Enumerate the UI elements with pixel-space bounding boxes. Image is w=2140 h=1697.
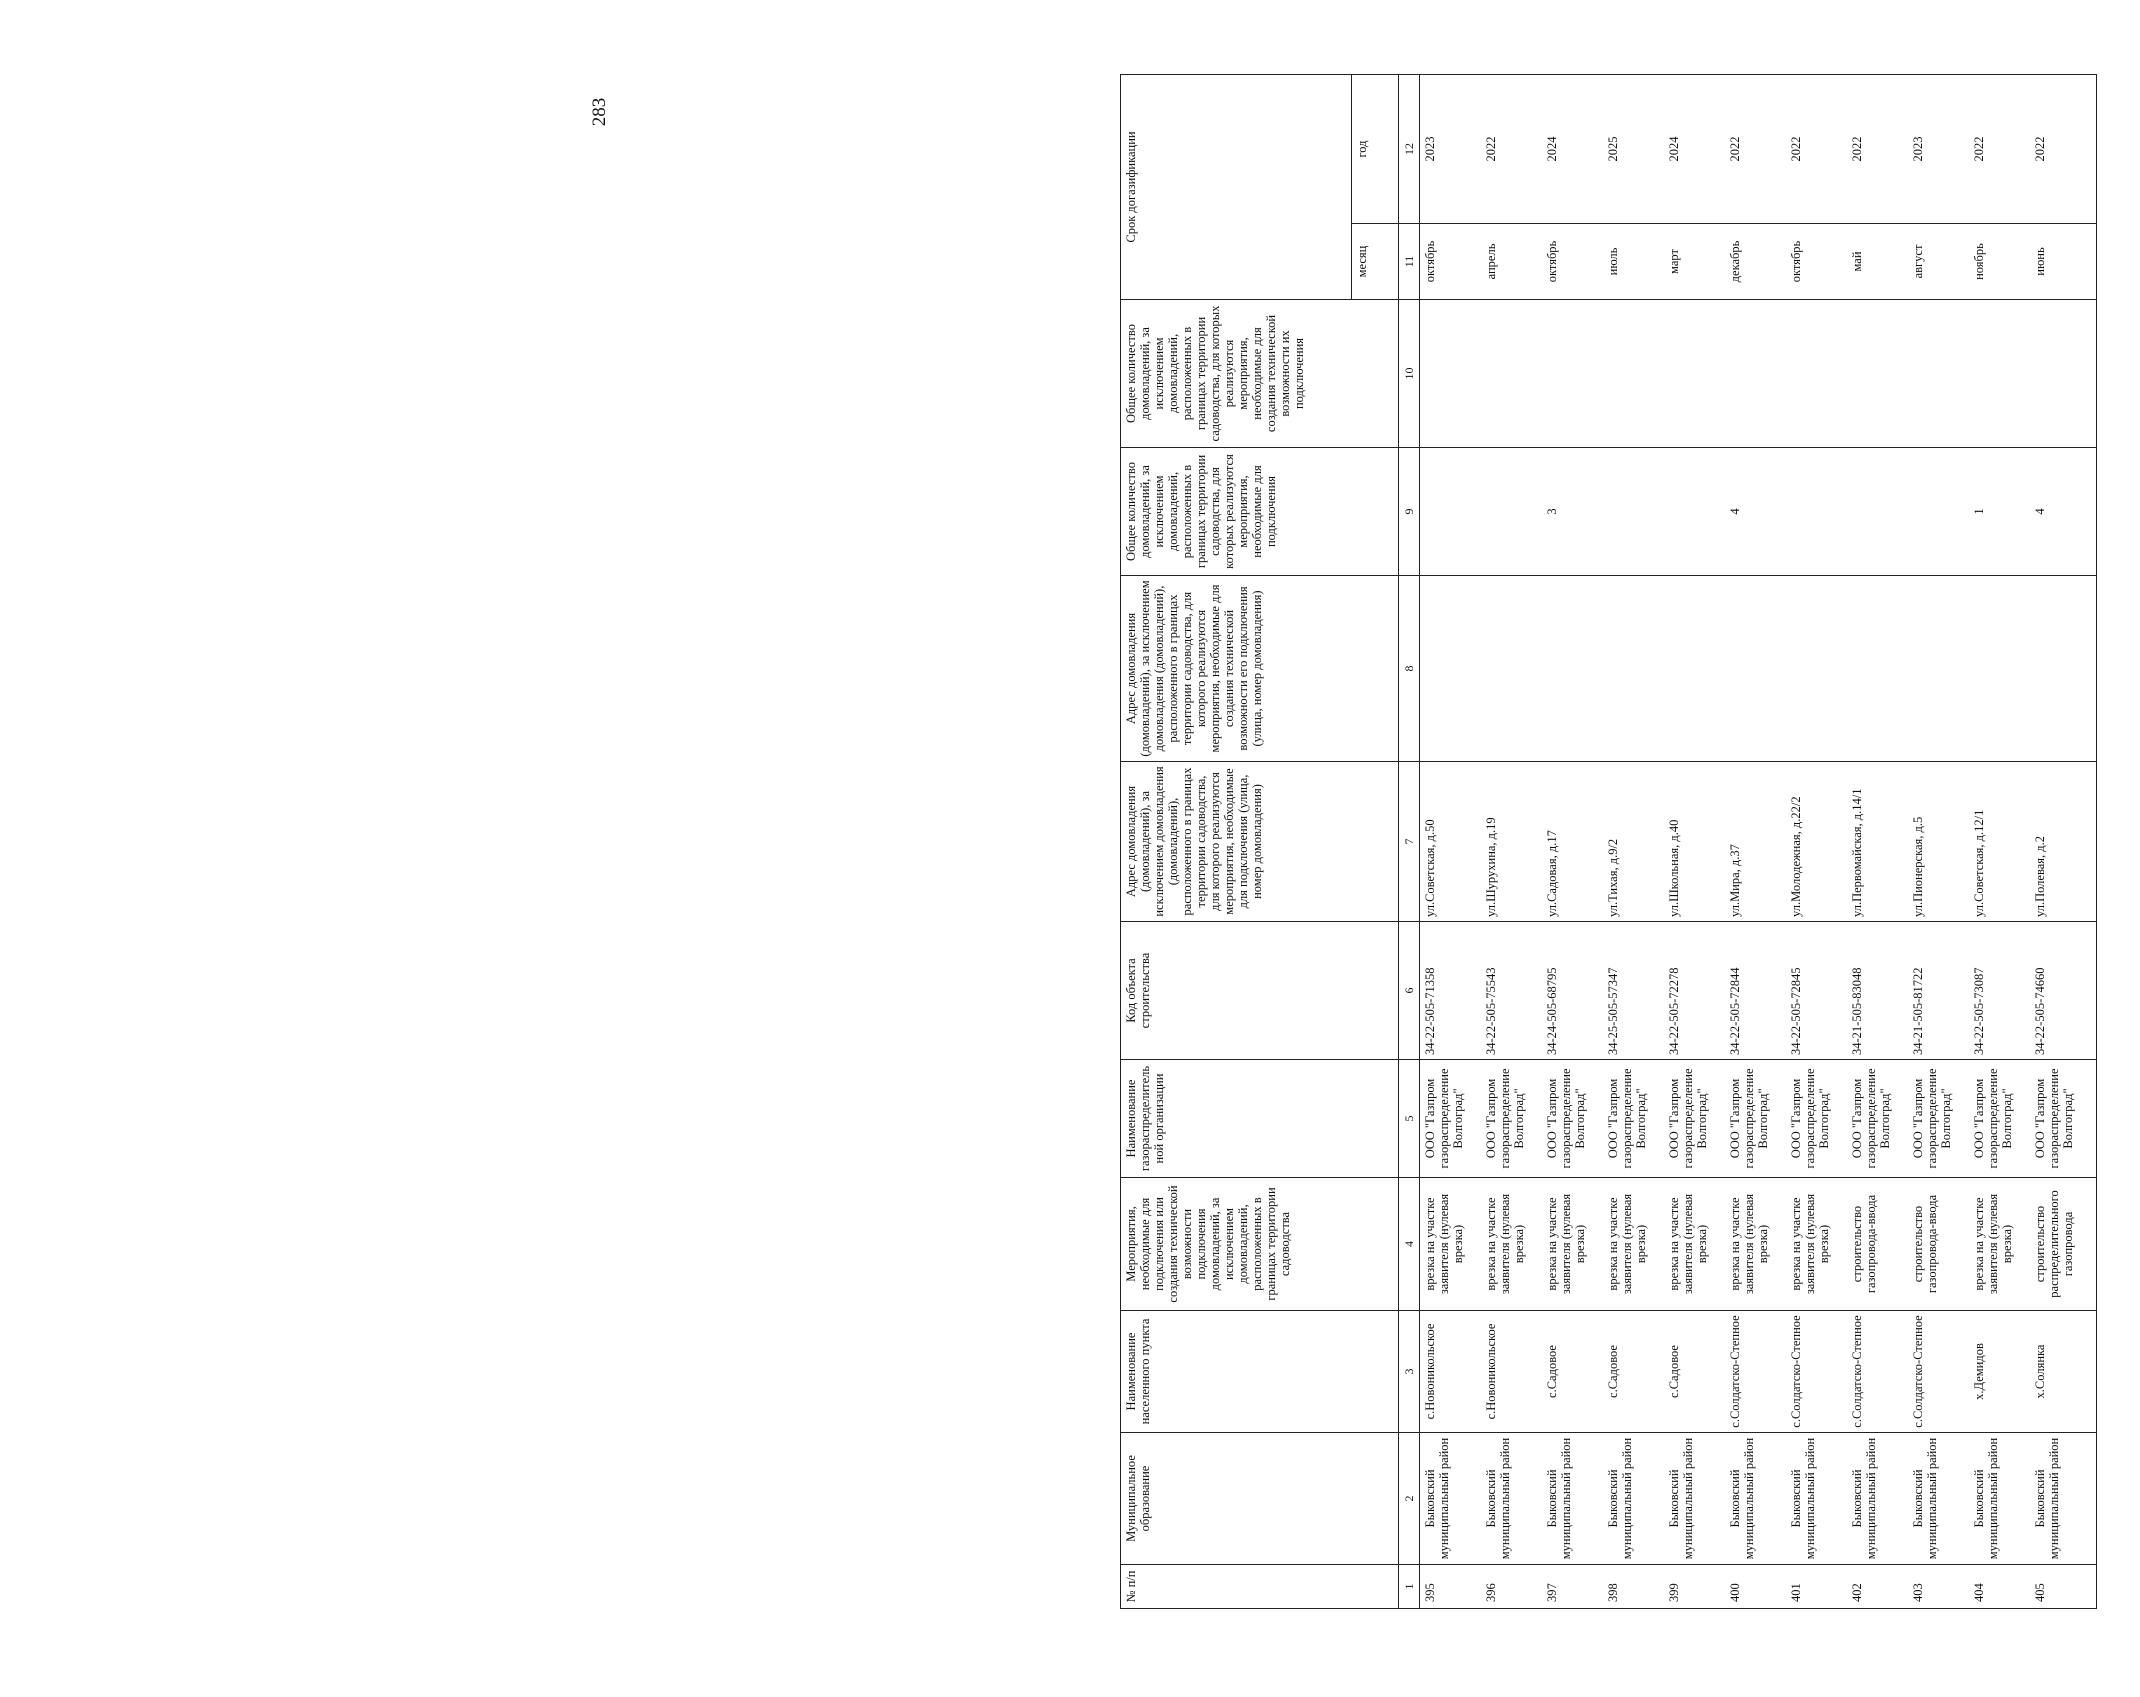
address-connection-cell: ул.Полевая, д.2: [2030, 762, 2097, 922]
header-address-technical: Адрес домовладения (домовладений), за исключением домовладения (домовладений), расположенного в границах территории садоводства, для которого реализуются мероприятия, необходимые для создания технической возможности его подключения (улица, номер домовладения): [1121, 576, 1399, 762]
count-technical-cell: [1420, 300, 1482, 448]
column-number: 5: [1399, 1060, 1420, 1178]
header-row: [1121, 75, 1352, 1609]
measures-cell: врезка на участке заявителя (нулевая врезка): [1603, 1178, 1664, 1311]
month-cell: ноябрь: [1969, 224, 2030, 300]
year-cell: 2022: [1969, 75, 2030, 224]
object-code-cell: 34-22-505-73087: [1969, 922, 2030, 1060]
count-technical-cell: [1542, 300, 1603, 448]
row-number: 400: [1725, 1565, 1786, 1609]
object-code-cell: 34-21-505-83048: [1847, 922, 1908, 1060]
year-cell: 2023: [1908, 75, 1969, 224]
page-number: 283: [589, 97, 610, 127]
municipality-cell: Быковский муниципальный район: [1847, 1433, 1908, 1565]
address-technical-cell: [1603, 576, 1664, 762]
address-connection-cell: ул.Мира, д.37: [1725, 762, 1786, 922]
municipality-cell: Быковский муниципальный район: [2030, 1433, 2097, 1565]
measures-cell: строительство распределительного газопровода: [2030, 1178, 2097, 1311]
object-code-cell: 34-22-505-72278: [1664, 922, 1725, 1060]
year-cell: 2022: [1481, 75, 1542, 224]
table-row: [2030, 75, 2097, 1609]
municipality-cell: Быковский муниципальный район: [1786, 1433, 1847, 1565]
measures-cell: врезка на участке заявителя (нулевая врезка): [1481, 1178, 1542, 1311]
table-body: [1420, 75, 2097, 1609]
settlement-cell: с.Новоникольское: [1420, 1311, 1482, 1433]
month-cell: май: [1847, 224, 1908, 300]
header-settlement: Наименование населенного пункта: [1121, 1311, 1399, 1433]
year-cell: 2022: [1847, 75, 1908, 224]
settlement-cell: с.Садовое: [1664, 1311, 1725, 1433]
column-number: 8: [1399, 576, 1420, 762]
count-technical-cell: [2030, 300, 2097, 448]
count-connection-cell: [1420, 448, 1482, 576]
measures-cell: врезка на участке заявителя (нулевая врезка): [1725, 1178, 1786, 1311]
settlement-cell: х.Демидов: [1969, 1311, 2030, 1433]
count-connection-cell: [1847, 448, 1908, 576]
gas-org-cell: ООО "Газпром газораспределение Волгоград": [1603, 1060, 1664, 1178]
gas-org-cell: ООО "Газпром газораспределение Волгоград": [1481, 1060, 1542, 1178]
year-cell: 2022: [1725, 75, 1786, 224]
measures-cell: врезка на участке заявителя (нулевая врезка): [1420, 1178, 1482, 1311]
year-cell: 2023: [1420, 75, 1482, 224]
header-year: год: [1352, 75, 1399, 224]
gas-org-cell: ООО "Газпром газораспределение Волгоград": [2030, 1060, 2097, 1178]
month-cell: декабрь: [1725, 224, 1786, 300]
address-technical-cell: [1664, 576, 1725, 762]
object-code-cell: 34-22-505-72845: [1786, 922, 1847, 1060]
count-technical-cell: [1603, 300, 1664, 448]
table-row: [1969, 75, 2030, 1609]
measures-cell: строительство газопровода-ввода: [1908, 1178, 1969, 1311]
gasification-register-table: [1120, 74, 2097, 1609]
object-code-cell: 34-21-505-81722: [1908, 922, 1969, 1060]
header-address-connection: Адрес домовладения (домовладений), за исключением домовладения (домовладений), расположенного в границах территории садоводства, для которого реализуются мероприятия, необходимые для подключения (улица, номер домовладения): [1121, 762, 1399, 922]
table-row: [1603, 75, 1664, 1609]
table-row: [1908, 75, 1969, 1609]
row-number: 401: [1786, 1565, 1847, 1609]
count-technical-cell: [1969, 300, 2030, 448]
municipality-cell: Быковский муниципальный район: [1542, 1433, 1603, 1565]
count-technical-cell: [1847, 300, 1908, 448]
municipality-cell: Быковский муниципальный район: [1603, 1433, 1664, 1565]
header-count-connection: Общее количество домовладений, за исключением домовладений, расположенных в границах территории садоводства, для которых реализуются мероприятия, необходимые для подключения: [1121, 448, 1399, 576]
count-technical-cell: [1908, 300, 1969, 448]
column-number: 3: [1399, 1311, 1420, 1433]
measures-cell: врезка на участке заявителя (нулевая врезка): [1664, 1178, 1725, 1311]
address-connection-cell: ул.Советская, д.50: [1420, 762, 1482, 922]
settlement-cell: с.Новоникольское: [1481, 1311, 1542, 1433]
table-row: [1847, 75, 1908, 1609]
column-number: 9: [1399, 448, 1420, 576]
settlement-cell: с.Садовое: [1603, 1311, 1664, 1433]
address-technical-cell: [1481, 576, 1542, 762]
month-cell: август: [1908, 224, 1969, 300]
address-technical-cell: [1908, 576, 1969, 762]
gas-org-cell: ООО "Газпром газораспределение Волгоград": [1664, 1060, 1725, 1178]
address-technical-cell: [1847, 576, 1908, 762]
count-technical-cell: [1664, 300, 1725, 448]
table-row: [1725, 75, 1786, 1609]
object-code-cell: 34-22-505-71358: [1420, 922, 1482, 1060]
count-connection-cell: 3: [1542, 448, 1603, 576]
address-technical-cell: [1725, 576, 1786, 762]
measures-cell: врезка на участке заявителя (нулевая врезка): [1542, 1178, 1603, 1311]
municipality-cell: Быковский муниципальный район: [1725, 1433, 1786, 1565]
municipality-cell: Быковский муниципальный район: [1664, 1433, 1725, 1565]
header-gas-org: Наименование газораспределитель ной организации: [1121, 1060, 1399, 1178]
address-technical-cell: [1969, 576, 2030, 762]
year-cell: 2024: [1664, 75, 1725, 224]
address-connection-cell: ул.Молодежная, д.22/2: [1786, 762, 1847, 922]
row-number: 402: [1847, 1565, 1908, 1609]
header-measures: Мероприятия, необходимые для подключения или создания технической возможности подключения домовладений, за исключением домовладений, расположенных в границах территории садоводства: [1121, 1178, 1399, 1311]
register-sheet: [1120, 75, 2140, 1609]
row-number: 403: [1908, 1565, 1969, 1609]
page-number-area: [0, 97, 1200, 1300]
count-connection-cell: [1603, 448, 1664, 576]
count-connection-cell: 4: [1725, 448, 1786, 576]
header-month: месяц: [1352, 224, 1399, 300]
gas-org-cell: ООО "Газпром газораспределение Волгоград": [1725, 1060, 1786, 1178]
gas-org-cell: ООО "Газпром газораспределение Волгоград": [1786, 1060, 1847, 1178]
column-number: 7: [1399, 762, 1420, 922]
count-connection-cell: [1481, 448, 1542, 576]
month-cell: октябрь: [1542, 224, 1603, 300]
object-code-cell: 34-24-505-68795: [1542, 922, 1603, 1060]
year-cell: 2024: [1542, 75, 1603, 224]
address-connection-cell: ул.Тихая, д.9/2: [1603, 762, 1664, 922]
municipality-cell: Быковский муниципальный район: [1969, 1433, 2030, 1565]
measures-cell: строительство газопровода-ввода: [1847, 1178, 1908, 1311]
settlement-cell: с.Солдатско-Степное: [1725, 1311, 1786, 1433]
month-cell: март: [1664, 224, 1725, 300]
settlement-cell: с.Солдатско-Степное: [1847, 1311, 1908, 1433]
measures-cell: врезка на участке заявителя (нулевая врезка): [1969, 1178, 2030, 1311]
table-row: [1786, 75, 1847, 1609]
address-connection-cell: ул.Шурухина, д.19: [1481, 762, 1542, 922]
column-number: 6: [1399, 922, 1420, 1060]
column-number-row: [1399, 75, 1420, 1609]
month-cell: июль: [1603, 224, 1664, 300]
municipality-cell: Быковский муниципальный район: [1908, 1433, 1969, 1565]
month-cell: июнь: [2030, 224, 2097, 300]
year-cell: 2022: [2030, 75, 2097, 224]
row-number: 404: [1969, 1565, 2030, 1609]
table-row: [1420, 75, 1482, 1609]
column-number: 2: [1399, 1433, 1420, 1565]
count-connection-cell: [1786, 448, 1847, 576]
row-number: 399: [1664, 1565, 1725, 1609]
row-number: 398: [1603, 1565, 1664, 1609]
municipality-cell: Быковский муниципальный район: [1481, 1433, 1542, 1565]
object-code-cell: 34-22-505-74660: [2030, 922, 2097, 1060]
address-connection-cell: ул.Садовая, д.17: [1542, 762, 1603, 922]
month-cell: октябрь: [1786, 224, 1847, 300]
gas-org-cell: ООО "Газпром газораспределение Волгоград": [1908, 1060, 1969, 1178]
row-number: 397: [1542, 1565, 1603, 1609]
address-connection-cell: ул.Пионерская, д.5: [1908, 762, 1969, 922]
address-connection-cell: ул.Советская, д.12/1: [1969, 762, 2030, 922]
address-technical-cell: [1420, 576, 1482, 762]
month-cell: апрель: [1481, 224, 1542, 300]
month-cell: октябрь: [1420, 224, 1482, 300]
settlement-cell: с.Садовое: [1542, 1311, 1603, 1433]
object-code-cell: 34-22-505-72844: [1725, 922, 1786, 1060]
gas-org-cell: ООО "Газпром газораспределение Волгоград": [1420, 1060, 1482, 1178]
object-code-cell: 34-22-505-75543: [1481, 922, 1542, 1060]
address-connection-cell: ул.Первомайская, д.14/1: [1847, 762, 1908, 922]
count-technical-cell: [1786, 300, 1847, 448]
table-row: [1542, 75, 1603, 1609]
column-number: 12: [1399, 75, 1420, 224]
row-number: 396: [1481, 1565, 1542, 1609]
count-connection-cell: [1908, 448, 1969, 576]
address-technical-cell: [2030, 576, 2097, 762]
header-municipality: Муниципальное образование: [1121, 1433, 1399, 1565]
header-row-number: № п/п: [1121, 1565, 1399, 1609]
gas-org-cell: ООО "Газпром газораспределение Волгоград": [1847, 1060, 1908, 1178]
measures-cell: врезка на участке заявителя (нулевая врезка): [1786, 1178, 1847, 1311]
gas-org-cell: ООО "Газпром газораспределение Волгоград": [1542, 1060, 1603, 1178]
address-technical-cell: [1542, 576, 1603, 762]
year-cell: 2022: [1786, 75, 1847, 224]
count-technical-cell: [1725, 300, 1786, 448]
settlement-cell: х.Солянка: [2030, 1311, 2097, 1433]
count-connection-cell: 1: [1969, 448, 2030, 576]
column-number: 10: [1399, 300, 1420, 448]
table-row: [1481, 75, 1542, 1609]
header-object-code: Код объекта строительства: [1121, 922, 1399, 1060]
count-connection-cell: [1664, 448, 1725, 576]
address-connection-cell: ул.Школьная, д.40: [1664, 762, 1725, 922]
year-cell: 2025: [1603, 75, 1664, 224]
column-number: 4: [1399, 1178, 1420, 1311]
municipality-cell: Быковский муниципальный район: [1420, 1433, 1482, 1565]
row-number: 395: [1420, 1565, 1482, 1609]
header-gasification-term: Срок догазификации: [1121, 75, 1352, 300]
column-number: 11: [1399, 224, 1420, 300]
column-number: 1: [1399, 1565, 1420, 1609]
settlement-cell: с.Солдатско-Степное: [1908, 1311, 1969, 1433]
count-connection-cell: 4: [2030, 448, 2097, 576]
table-row: [1664, 75, 1725, 1609]
gas-org-cell: ООО "Газпром газораспределение Волгоград": [1969, 1060, 2030, 1178]
header-count-technical: Общее количество домовладений, за исключением домовладений, расположенных в границах территории садоводства, для которых реализуются мероприятия, необходимые для создания технической возможности их подключения: [1121, 300, 1399, 448]
address-technical-cell: [1786, 576, 1847, 762]
count-technical-cell: [1481, 300, 1542, 448]
object-code-cell: 34-25-505-57347: [1603, 922, 1664, 1060]
row-number: 405: [2030, 1565, 2097, 1609]
settlement-cell: с.Солдатско-Степное: [1786, 1311, 1847, 1433]
